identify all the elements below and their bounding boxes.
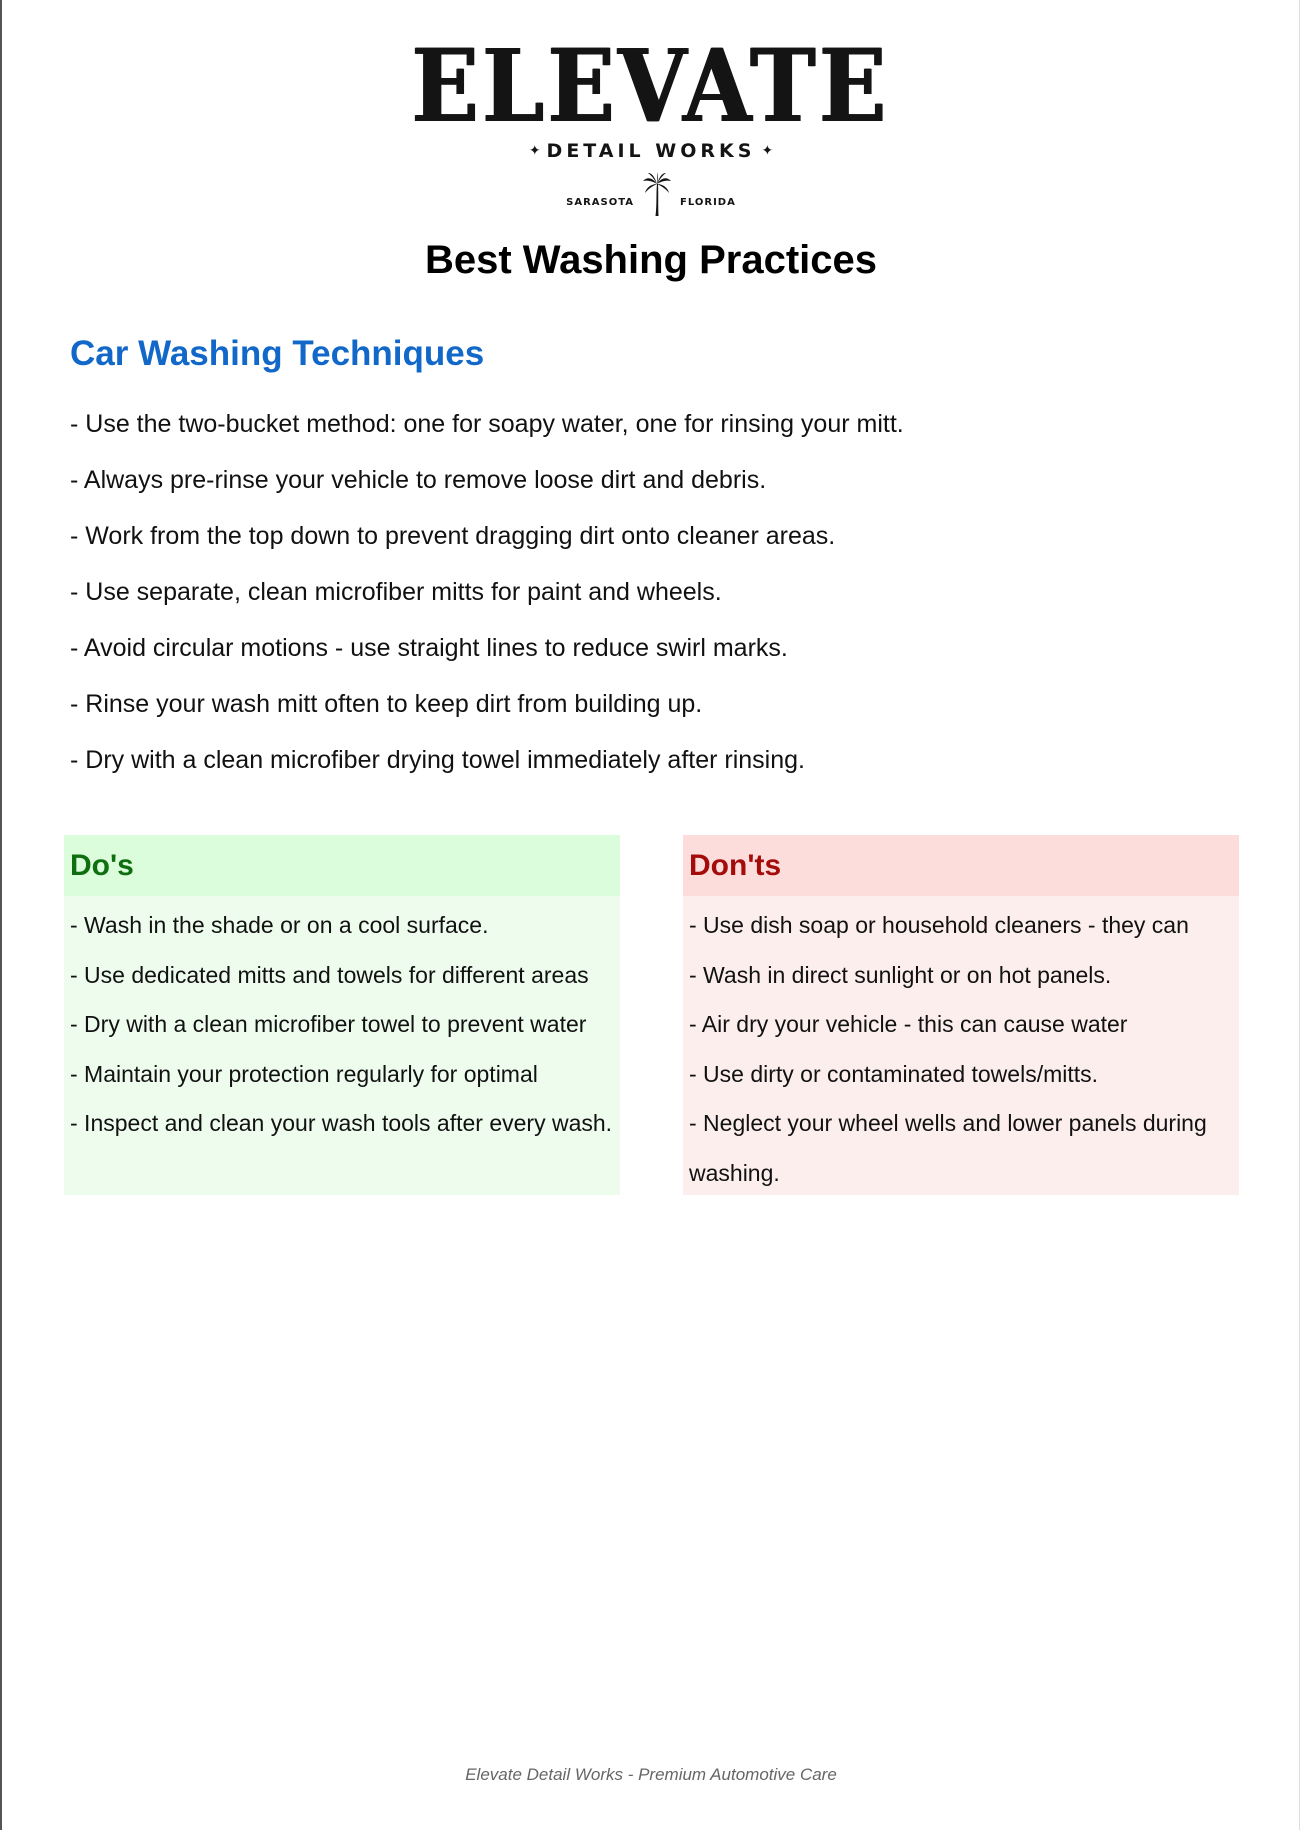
donts-item: - Neglect your wheel wells and lower panels during washing.	[689, 1110, 1207, 1186]
brand-logo	[0, 27, 1302, 216]
page-footer: Elevate Detail Works - Premium Automotive Care	[465, 1765, 837, 1784]
technique-item: - Avoid circular motions - use straight lines to reduce swirl marks.	[70, 634, 788, 662]
donts-panel	[683, 835, 1239, 1195]
dos-item: - Wash in the shade or on a cool surface.	[70, 912, 489, 938]
logo-location-left: SARASOTA	[566, 197, 635, 208]
logo-subtitle-text: DETAIL WORKS	[546, 140, 756, 162]
technique-item: - Rinse your wash mitt often to keep dirt from building up.	[70, 690, 703, 718]
donts-heading: Don'ts	[683, 835, 1239, 896]
sparkle-left-icon: ✦	[528, 143, 541, 159]
techniques-heading: Car Washing Techniques	[70, 334, 485, 373]
donts-item: - Air dry your vehicle - this can cause water	[689, 1011, 1128, 1038]
donts-item: - Wash in direct sunlight or on hot panels.	[689, 961, 1112, 988]
technique-item: - Use separate, clean microfiber mitts for paint and wheels.	[70, 578, 722, 606]
dos-panel	[64, 835, 620, 1195]
donts-item: - Use dirty or contaminated towels/mitts.	[689, 1060, 1099, 1087]
donts-item: - Use dish soap or household cleaners - they can	[689, 912, 1189, 938]
techniques-list	[70, 410, 1230, 802]
logo-wordmark: ELEVATE	[411, 27, 891, 145]
technique-item: - Work from the top down to prevent dragging dirt onto cleaner areas.	[70, 522, 836, 550]
logo-location-right: FLORIDA	[680, 197, 736, 208]
dos-item: - Use dedicated mitts and towels for different areas	[70, 961, 589, 988]
logo-location	[0, 172, 1302, 216]
dos-heading: Do's	[64, 835, 620, 896]
dos-item: - Inspect and clean your wash tools after every wash.	[70, 1110, 613, 1137]
technique-item: - Always pre-rinse your vehicle to remove loose dirt and debris.	[70, 466, 767, 494]
technique-item: - Use the two-bucket method: one for soapy water, one for rinsing your mitt.	[70, 410, 904, 438]
sparkle-right-icon: ✦	[761, 143, 774, 159]
donts-list	[683, 901, 1239, 1199]
technique-item: - Dry with a clean microfiber drying towel immediately after rinsing.	[70, 746, 805, 774]
palm-tree-icon	[642, 172, 672, 216]
dos-item: - Maintain your protection regularly for optimal	[70, 1060, 538, 1087]
page-title: Best Washing Practices	[424, 238, 877, 282]
dos-list	[64, 901, 620, 1149]
dos-item: - Dry with a clean microfiber towel to prevent water	[70, 1011, 587, 1038]
